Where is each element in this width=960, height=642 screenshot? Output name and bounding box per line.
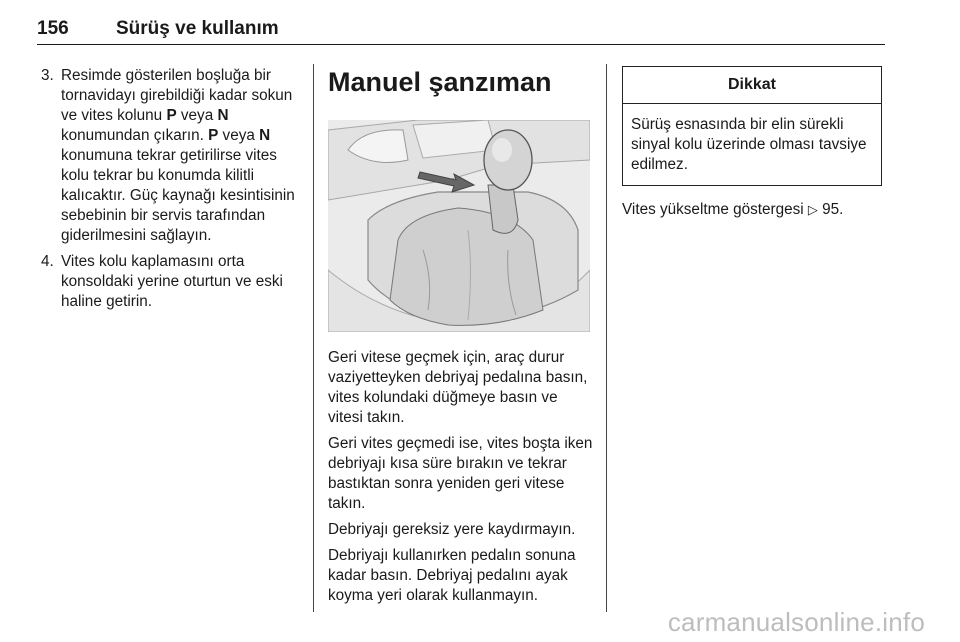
step-number: 4. (41, 253, 54, 270)
watermark: carmanualsonline.info (667, 607, 925, 637)
step-text: veya (176, 107, 218, 124)
column-divider-1 (313, 64, 314, 612)
step-4 (37, 252, 305, 312)
step-list (37, 66, 305, 312)
paragraph: Geri vitese geçmek için, araç durur vaziyetteyken debriyaj pedalına basın, vites kolundaki düğmeye basın ve vitesi takın. (328, 349, 588, 426)
step-number: 3. (41, 67, 54, 84)
caution-text: Sürüş esnasında bir elin sürekli sinyal kolu üzerinde olması tavsiye edilmez. (631, 116, 867, 173)
gear-label-p: P (166, 107, 177, 124)
gear-label-p: P (208, 127, 219, 144)
column-2 (328, 66, 594, 612)
page-reference-arrow-icon: ▷ (807, 202, 818, 217)
step-text: Vites kolu kaplamasını orta konsoldaki yerine oturtun ve eski haline getirin. (61, 253, 283, 310)
gear-label-n: N (259, 127, 271, 144)
page-header (37, 8, 885, 45)
column-divider-2 (606, 64, 607, 612)
page-number: 156 (37, 18, 69, 39)
cross-reference (622, 200, 886, 220)
paragraph: Debriyajı gereksiz yere kaydırmayın. (328, 521, 576, 538)
section-title: Sürüş ve kullanım (116, 18, 279, 39)
reference-text: Vites yükseltme göstergesi (622, 201, 808, 218)
column-1 (37, 66, 305, 318)
paragraph: Geri vites geçmedi ise, vites boşta iken debriyajı kısa süre bırakın ve tekrar bastıktan sonra yeniden geri vitese takın. (328, 435, 593, 512)
step-text: konumundan çıkarın. (61, 127, 209, 144)
gear-label-n: N (217, 107, 229, 124)
section-heading: Manuel şanzıman (328, 67, 552, 97)
step-text: veya (218, 127, 260, 144)
paragraph: Debriyajı kullanırken pedalın sonuna kadar basın. Debriyaj pedalını ayak koyma yeri olarak kullanmayın. (328, 547, 576, 604)
gear-shift-illustration (328, 120, 590, 332)
step-3 (37, 66, 305, 246)
reference-page: 95. (817, 201, 844, 218)
column-3 (622, 66, 886, 226)
step-text: konumuna tekrar getirilirse vites kolu tekrar bu konumda kilitli kalıcaktır. Güç kaynağı kesintisinin sebebinin bir servis tarafından giderilmesini sağlayın. (61, 147, 295, 244)
caution-box (622, 66, 882, 186)
step-text: Resimde gösterilen boşluğa bir tornavidayı girebildiği kadar sokun ve vites kolunu (61, 67, 293, 124)
caution-title: Dikkat (623, 67, 881, 104)
